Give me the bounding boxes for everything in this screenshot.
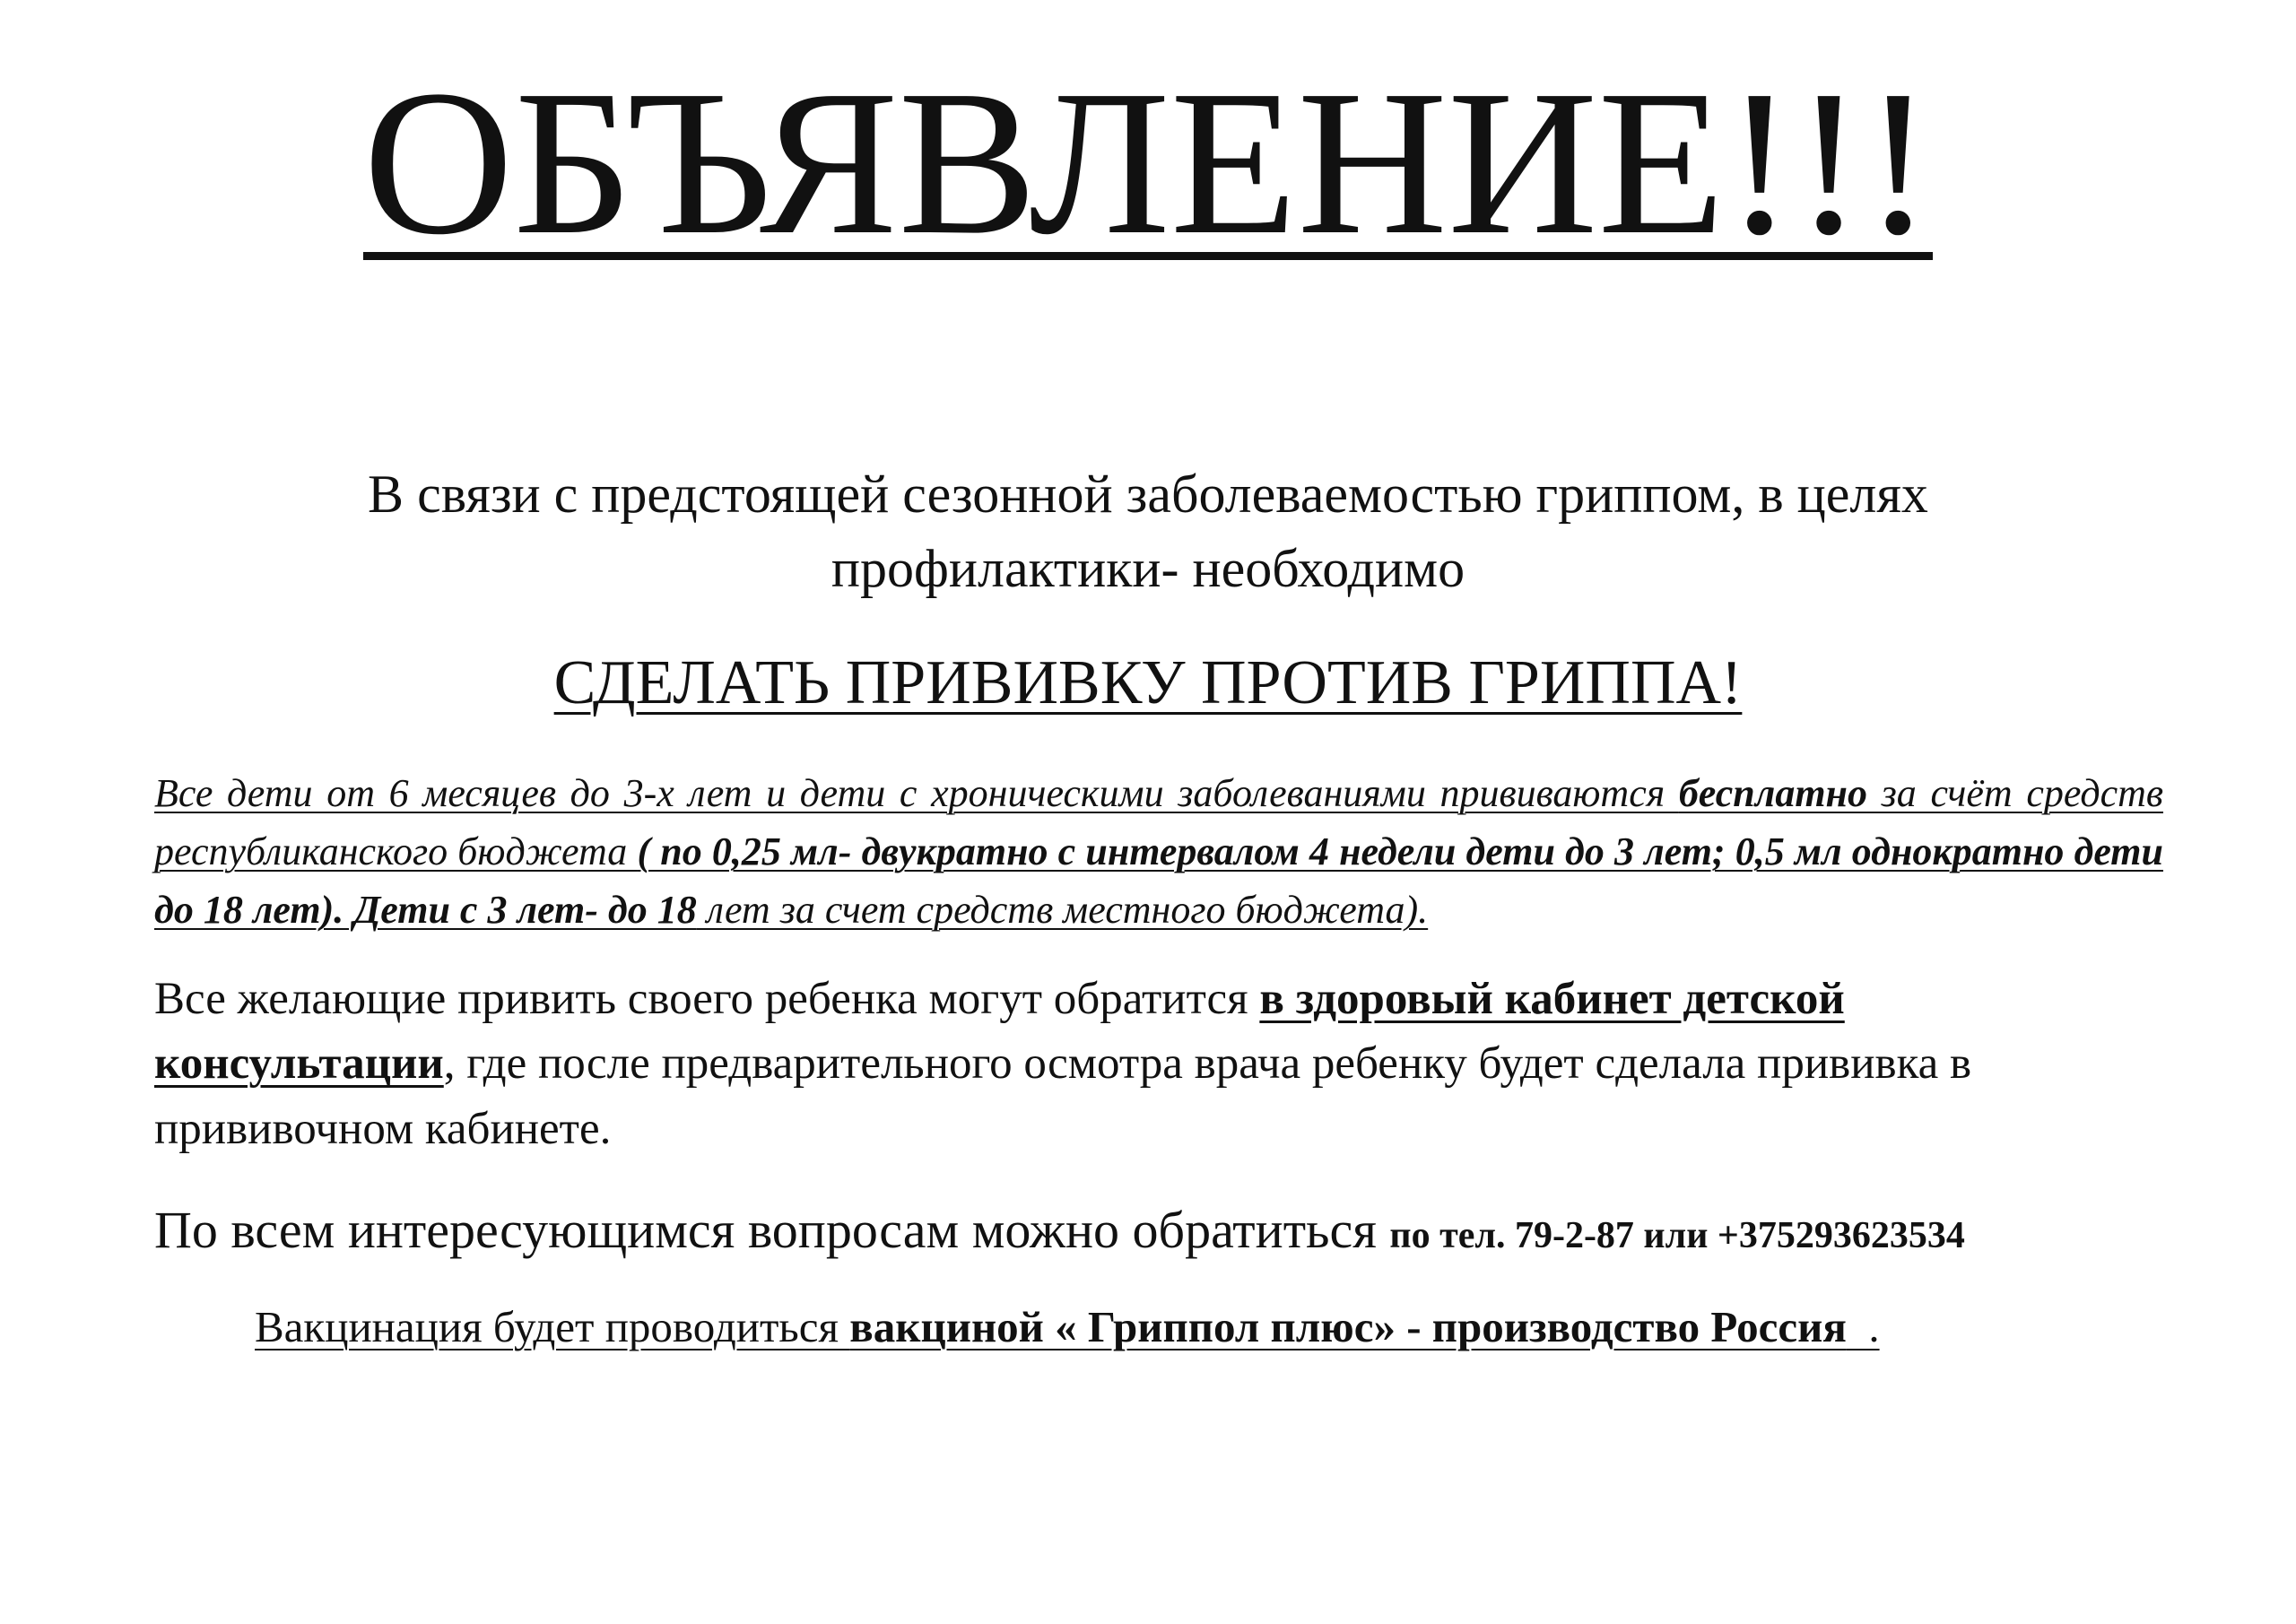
- paragraph-part-1: Все желающие привить своего ребенка могут обратится: [154, 974, 1260, 1024]
- note-part-2: за счёт средств республиканского бюджета: [154, 771, 2163, 874]
- call-to-action-text: СДЕЛАТЬ ПРИВИВКУ ПРОТИВ ГРИППА!: [553, 648, 1743, 717]
- vaccine-line: [255, 1298, 2138, 1356]
- note-part-1: Все дети от 6 месяцев до 3-х лет и дети с хроническими заболеваниями прививаются: [154, 771, 1679, 815]
- where-to-apply-paragraph: [154, 967, 2127, 1161]
- contact-phone: по тел. 79-2-87 или +375293623534: [1389, 1215, 1965, 1256]
- paragraph-bold-location: в здоровый кабинет детской консультации: [154, 974, 1845, 1090]
- headline: [0, 48, 2296, 278]
- headline-text: ОБЪЯВЛЕНИЕ!!!: [362, 48, 1934, 278]
- intro-text: В связи с предстоящей сезонной заболеваемостью гриппом, в целях профилактики- необходимо: [368, 465, 1928, 598]
- free-vaccination-note: [154, 764, 2163, 939]
- note-bold-free: бесплатно: [1678, 771, 1867, 815]
- vaccine-bold-name: вакциной « Гриппол плюс» - производство Россия: [849, 1302, 1847, 1351]
- vaccine-part-1: Вакцинация будет проводиться: [255, 1302, 850, 1351]
- paragraph-part-2: , где после предварительного осмотра врача ребенку будет сделала прививка в прививочном кабинете.: [154, 1038, 1972, 1154]
- contact-text: По всем интересующимся вопросам можно обратиться: [154, 1201, 1390, 1259]
- note-bold-dosage: ( по 0,25 мл- двукратно с интервалом 4 недели дети до 3 лет; 0,5 мл однократно дети до 18 лет). Дети с 3 лет- до 18: [154, 829, 2163, 933]
- vaccine-part-2: .: [1846, 1302, 1880, 1351]
- call-to-action: [0, 646, 2296, 721]
- contact-line: [154, 1196, 2181, 1264]
- note-part-3: лет за счет средств местного бюджета).: [696, 888, 1429, 933]
